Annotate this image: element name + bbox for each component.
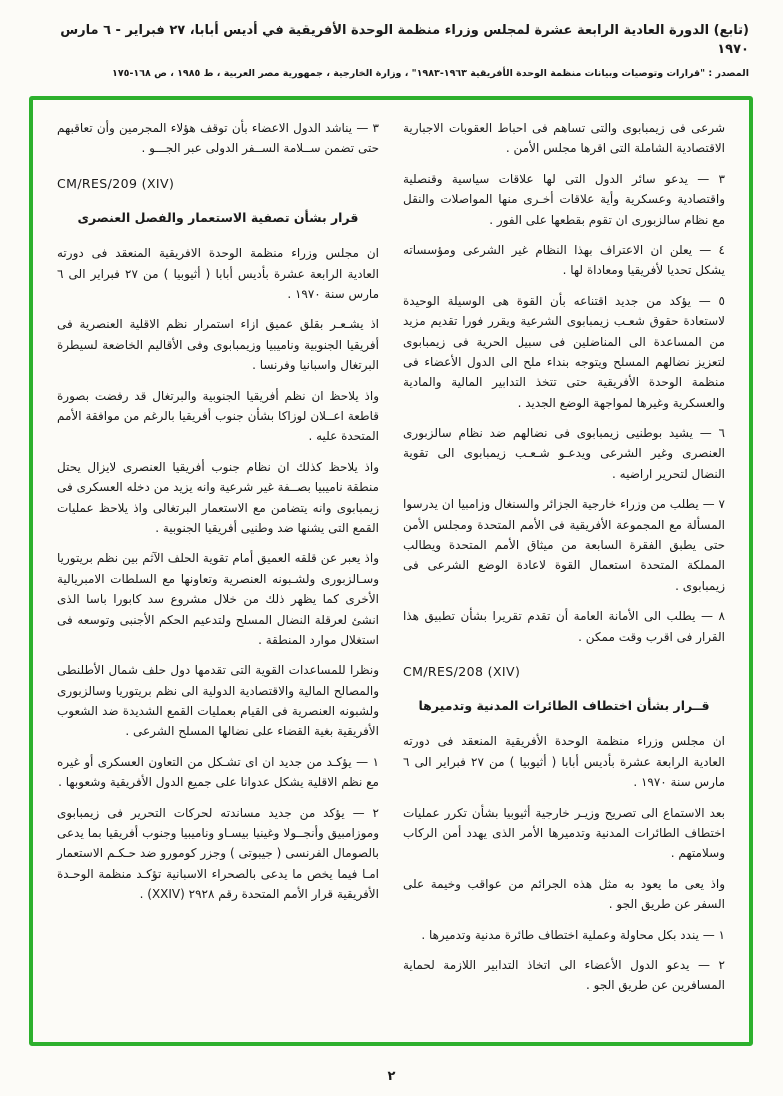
paragraph: ونظرا للمساعدات القوية التى تقدمها دول حلف شمال الأطلنطى والمصالح المالية والاقتصادية الدولية الى نظم بريتوريا وسالزبورى ولشبونه العنصرية فى القيام بعمليات القمع الشديدة ضد الشعوب الأفريقية بغية القضاء على نضالها المسلح الشرعى . [57,663,379,739]
document-source: المصدر : "قرارات وتوصيات وبيانات منظمة الوحدة الأفريقية ١٩٦٣-١٩٨٣" ، وزارة الخارجية ، جمهورية مصر العربية ، ط ١٩٨٥ ، ص ١٦٨-١٧٥ [112,67,749,79]
content-frame [29,96,753,1046]
paragraph: ٤ — يعلن ان الاعتراف بهذا النظام غير الشرعى ومؤسساته يشكل تحديا لأفريقيا ومعاداة لها . [403,242,725,278]
resolution-title: قرار بشأن تصفية الاستعمار والفصل العنصرى [77,210,359,226]
paragraph: ٦ — يشيد بوطنيى زيمبابوى فى نضالهم ضد نظام سالزبورى العنصرى وغير الشرعى ويدعـو شـعـب زيمبابوى الى تقوية النضال لتحرير اراضيه . [403,426,725,481]
paragraph: اذ يشـعـر بقلق عميق ازاء استمرار نظم الاقلية العنصرية فى أفريقيا الجنوبية وناميبيا وزيمبابوى وفى الأقاليم الخاضعة لسيطرة البرتغال واسبانيا وفرنسا . [57,317,379,373]
paragraph: ٧ — يطلب من وزراء خارجية الجزائر والسنغال وزامبيا ان يدرسوا المسألة مع المجموعة الأفريقية فى الأمم المتحدة ومجلس الأمن حتى يطبق الفقرة السابعة من ميثاق الأمم المتحدة ويطالب المملكة المتحدة استعمال القوة لاعادة الوضع الشرعى فى زيمبابوى . [403,497,725,593]
document-header [0,0,783,79]
paragraph: ١ — يندد بكل محاولة وعملية اختطاف طائرة مدنية وتدميرها . [421,927,725,942]
paragraph: ان مجلس وزراء منظمة الوحدة الافريقية المنعقد فى دورته العادية الرابعة عشرة بأديس أبابا ( أثيوبيا ) من ٢٧ فبراير الى ٦ مارس سنة ١٩٧٠ . [57,246,379,302]
paragraph: ٢ — يدعو الدول الأعضاء الى اتخاذ التدابير اللازمة لحماية المسافرين عن طريق الجو . [403,958,725,993]
paragraph: ٢ — يؤكد من جديد مساندته لحركات التحرير فى زيمبابوى وموزامبيق وأنجــولا وغينيا بيسـاو وناميبيا وجنوب أفريقيا بما يدعى بالصومال الفرنسى ( جيبوتى ) وجزر كومورو ضد حـكـم الاستعمار امـا فيما يخص ما يدعى بالصحراء الاسبانية تؤكـد منظمة الوحـدة الأفريقية قرار الأمم المتحدة رقم ٢٩٢٨ (XXIV) . [57,805,379,902]
column-right [403,118,725,1030]
resolution-title: قــرار بشأن اختطاف الطائرات المدنية وتدميرها [418,698,710,714]
paragraph: واذ يعبر عن قلقه العميق أمام تقوية الحلف الآثم بين نظم بريتوريا وسـالزبورى ولشـبونه العنصرية وتعاونها مع السلطات الامبريالية الأخرى كما يظهر ذلك من خلال مشروع سد كابورا باسا الذى انشئ لعرقلة النضال المسلح ولتدعيم الحكم الأجنبى وتوسعه فى استغلال موارد المنطقة . [57,551,379,647]
paragraph: ٥ — يؤكد من جديد اقتناعه بأن القوة هى الوسيلة الوحيدة لاستعادة حقوق شعـب زيمبابوى الشرعية ويقرر فورا تقديم مزيد من المساعدة الى المناضلين فى سبيل الحرية فى زيمبابوى لتعزيز نضالهم المسلح ويتوجه بنداء ملح الى الدول الأعضاء فى منظمة الوحدة الأفريقية حتى تتخذ التدابير المالية والمادية والعسكرية وغيرها لمواجهة الوضع الجديد . [403,293,725,410]
page-number: ٢ [387,1069,396,1084]
paragraph: ١ — يؤكـد من جديد ان اى تشـكل من التعاون العسكرى أو غيره مع نظم الاقلية يشكل عدوانا على جميع الدول الأفريقية وشعوبها . [57,754,379,790]
resolution-ref: CM/RES/208 (XIV) [403,663,521,679]
document-title: (تابع) الدورة العادية الرابعة عشرة لمجلس وزراء منظمة الوحدة الأفريقية في أديس أبابا، ٢٧ فبراير - ٦ مارس ١٩٧٠ [60,23,749,57]
paragraph: ان مجلس وزراء منظمة الوحدة الأفريقية المنعقد فى دورته العادية الرابعة عشرة بأديس أبابا ( أثيوبيا ) من ٢٧ فبراير الى ٦ مارس سنة ١٩٧٠ . [403,734,725,790]
paragraph: واذ يلاحظ كذلك ان نظام جنوب أفريقيا العنصرى لايزال يحتل منطقة ناميبيا بصــفة غير شرعية وانه يزيد من دخله العسكرى فى زيمبابوى وانه يتضامن مع الاستعمار البرتغالى واذ يلاحظ عمليات القمع التى يشنها ضد وطنيى أفريقيا الجنوبية . [57,459,379,535]
paragraph: ٨ — يطلب الى الأمانة العامة أن تقدم تقريرا بشأن تطبيق هذا القرار فى اقرب وقت ممكن . [403,609,725,644]
paragraph: واذ يعى ما يعود به مثل هذه الجرائم من عواقب وخيمة على السفر عن طريق الجو . [403,876,725,912]
resolution-ref: CM/RES/209 (XIV) [57,175,175,191]
column-left [57,118,379,1030]
paragraph: ٣ — يناشد الدول الاعضاء بأن توقف هؤلاء المجرمين وأن تعاقبهم حتى تضمن ســلامة الســفر الدولى عبر الجـــو . [57,121,379,156]
paragraph: بعد الاستماع الى تصريح وزيـر خارجية أثيوبيا بشأن تكرر عمليات اختطاف الطائرات المدنية وتدميرها الأمر الذى يهدد أمن الركاب وسلامتهم . [403,805,725,861]
text-columns [57,118,725,1030]
paragraph: واذ يلاحظ ان نظم أفريقيا الجنوبية والبرتغال قد رفضت بصورة قاطعة اعــلان لوزاكا بشأن جنوب أفريقيا بالرغم من موافقة الأمم المتحدة عليه . [57,388,379,444]
paragraph: ٣ — يدعو سائر الدول التى لها علاقات سياسية وقنصلية واقتصادية وعسكرية وأية علاقات أخـرى منها المواصلات والنقل مع نظام سالزبورى ان تقوم بقطعها على الفور . [403,171,725,227]
paragraph: شرعى فى زيمبابوى والتى تساهم فى احباط العقوبات الاجبارية الاقتصادية الشاملة التى اقرها مجلس الأمن . [403,121,725,156]
